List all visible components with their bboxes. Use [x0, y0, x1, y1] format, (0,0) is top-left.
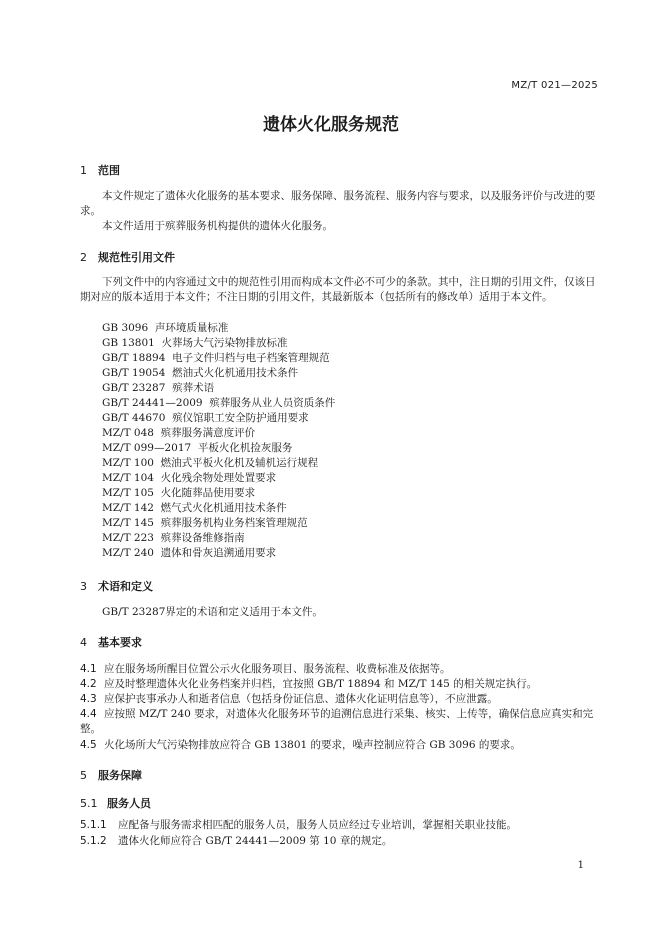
clause-text: 火化场所大气污染物排放应符合 GB 13801 的要求，噪声控制应符合 GB 3096 的要求。: [104, 739, 521, 751]
reference-code: MZ/T 142: [102, 502, 154, 514]
reference-name: 殡葬服务机构业务档案管理规范: [160, 517, 308, 529]
reference-item: [102, 336, 288, 351]
clause: [80, 707, 600, 737]
reference-name: 燃油式平板火化机及辅机运行规程: [160, 457, 319, 469]
clause-number: 5.1.2: [80, 835, 107, 847]
clause-text: 应配备与服务需求相匹配的服务人员，服务人员应经过专业培训，掌握相关职业技能。: [118, 819, 517, 831]
reference-item: [102, 546, 276, 561]
section-title: 术语和定义: [98, 580, 153, 593]
reference-code: GB 13801: [102, 337, 155, 349]
paragraph: GB/T 23287界定的术语和定义适用于本文件。: [102, 606, 323, 618]
paragraph: 本文件适用于殡葬服务机构提供的遗体火化服务。: [102, 220, 333, 232]
reference-item: [102, 516, 308, 531]
section-title: 范围: [98, 164, 120, 177]
section-number: 5: [80, 769, 87, 782]
clause-text: 应按照 MZ/T 240 要求，对遗体火化服务环节的追溯信息进行采集、核实、上传等，确保信息应真实和完整。: [80, 708, 594, 735]
reference-item: [102, 456, 318, 471]
clause: [80, 834, 600, 849]
section-heading-basic-requirements: [80, 634, 142, 650]
reference-name: 殡葬服务满意度评价: [160, 427, 256, 439]
clause-text: 应保护丧事承办人和逝者信息（包括身份证信息、遗体火化证明信息等），不应泄露。: [104, 693, 498, 705]
reference-name: 燃油式火化机通用技术条件: [172, 367, 299, 379]
reference-item: [102, 471, 276, 486]
reference-code: GB/T 18894: [102, 352, 166, 364]
reference-code: MZ/T 240: [102, 547, 154, 559]
reference-name: 殡仪馆职工安全防护通用要求: [172, 412, 309, 424]
subsection-title: 服务人员: [107, 797, 151, 810]
reference-code: MZ/T 223: [102, 532, 154, 544]
standard-code: MZ/T 021—2025: [511, 80, 598, 91]
clause-number: 4.5: [80, 739, 97, 751]
reference-name: 声环境质量标准: [154, 322, 229, 334]
clause-number: 4.2: [80, 678, 97, 690]
section-title: 服务保障: [98, 769, 142, 782]
reference-item: [102, 366, 298, 381]
clause-number: 4.3: [80, 693, 97, 705]
reference-code: MZ/T 105: [102, 487, 154, 499]
reference-code: MZ/T 104: [102, 472, 154, 484]
reference-item: [102, 411, 309, 426]
reference-name: 殡葬术语: [172, 382, 215, 394]
reference-code: GB/T 44670: [102, 412, 166, 424]
clause: [80, 738, 600, 753]
reference-name: 殡葬服务从业人员资质条件: [209, 397, 336, 409]
reference-item: [102, 501, 287, 516]
subsection-heading-service-staff: [80, 795, 151, 811]
reference-code: MZ/T 048: [102, 427, 154, 439]
clause-text: 遗体火化师应符合 GB/T 24441—2009 第 10 章的规定。: [118, 835, 393, 847]
reference-name: 火化残余物处理处置要求: [160, 472, 277, 484]
clause-text: 应在服务场所醒目位置公示火化服务项目、服务流程、收费标准及依据等。: [104, 663, 451, 675]
section-heading-terms: [80, 578, 153, 594]
section-heading-normative-references: [80, 249, 175, 265]
clause: [80, 677, 600, 692]
reference-name: 燃气式火化机通用技术条件: [160, 502, 287, 514]
clause: [80, 818, 600, 833]
clause-text: 应及时整理遗体火化业务档案并归档，宜按照 GB/T 18894 和 MZ/T 145 的相关规定执行。: [104, 678, 538, 690]
reference-item: [102, 441, 292, 456]
reference-item: [102, 351, 330, 366]
subsection-number: 5.1: [80, 797, 98, 810]
section-number: 3: [80, 580, 87, 593]
page-number: 1: [577, 860, 584, 871]
reference-code: MZ/T 145: [102, 517, 154, 529]
clause-number: 4.4: [80, 708, 97, 720]
reference-name: 火葬场大气污染物排放标准: [161, 337, 288, 349]
reference-name: 殡葬设备维修指南: [160, 532, 245, 544]
paragraph: 本文件规定了遗体火化服务的基本要求、服务保障、服务流程、服务内容与要求，以及服务评价与改进的要求。: [80, 190, 596, 217]
reference-name: 平板火化机捡灰服务: [197, 442, 293, 454]
reference-code: GB/T 19054: [102, 367, 166, 379]
section-number: 2: [80, 251, 87, 264]
reference-code: GB 3096: [102, 322, 149, 334]
section-number: 1: [80, 164, 87, 177]
section-title: 规范性引用文件: [98, 251, 175, 264]
section-title: 基本要求: [98, 636, 142, 649]
reference-code: GB/T 23287: [102, 382, 166, 394]
reference-code: GB/T 24441—2009: [102, 397, 203, 409]
reference-name: 遗体和骨灰追溯通用要求: [160, 547, 277, 559]
reference-item: [102, 531, 245, 546]
section-number: 4: [80, 636, 87, 649]
reference-item: [102, 486, 255, 501]
reference-item: [102, 426, 255, 441]
reference-item: [102, 381, 214, 396]
reference-name: 电子文件归档与电子档案管理规范: [172, 352, 330, 364]
clause-number: 4.1: [80, 663, 97, 675]
section-heading-scope: [80, 162, 120, 178]
reference-item: [102, 396, 335, 411]
paragraph: 下列文件中的内容通过文中的规范性引用而构成本文件必不可少的条款。其中，注日期的引用文件，仅该日期对应的版本适用于本文件；不注日期的引用文件，其最新版本（包括所有的修改单）适用于本文件。: [80, 276, 596, 303]
section-heading-service-guarantee: [80, 767, 142, 783]
document-title: 遗体火化服务规范: [263, 115, 399, 135]
clause: [80, 662, 600, 677]
reference-code: MZ/T 099—2017: [102, 442, 192, 454]
clause-number: 5.1.1: [80, 819, 107, 831]
reference-name: 火化随葬品使用要求: [160, 487, 256, 499]
clause: [80, 692, 600, 707]
reference-item: [102, 321, 228, 336]
reference-code: MZ/T 100: [102, 457, 154, 469]
